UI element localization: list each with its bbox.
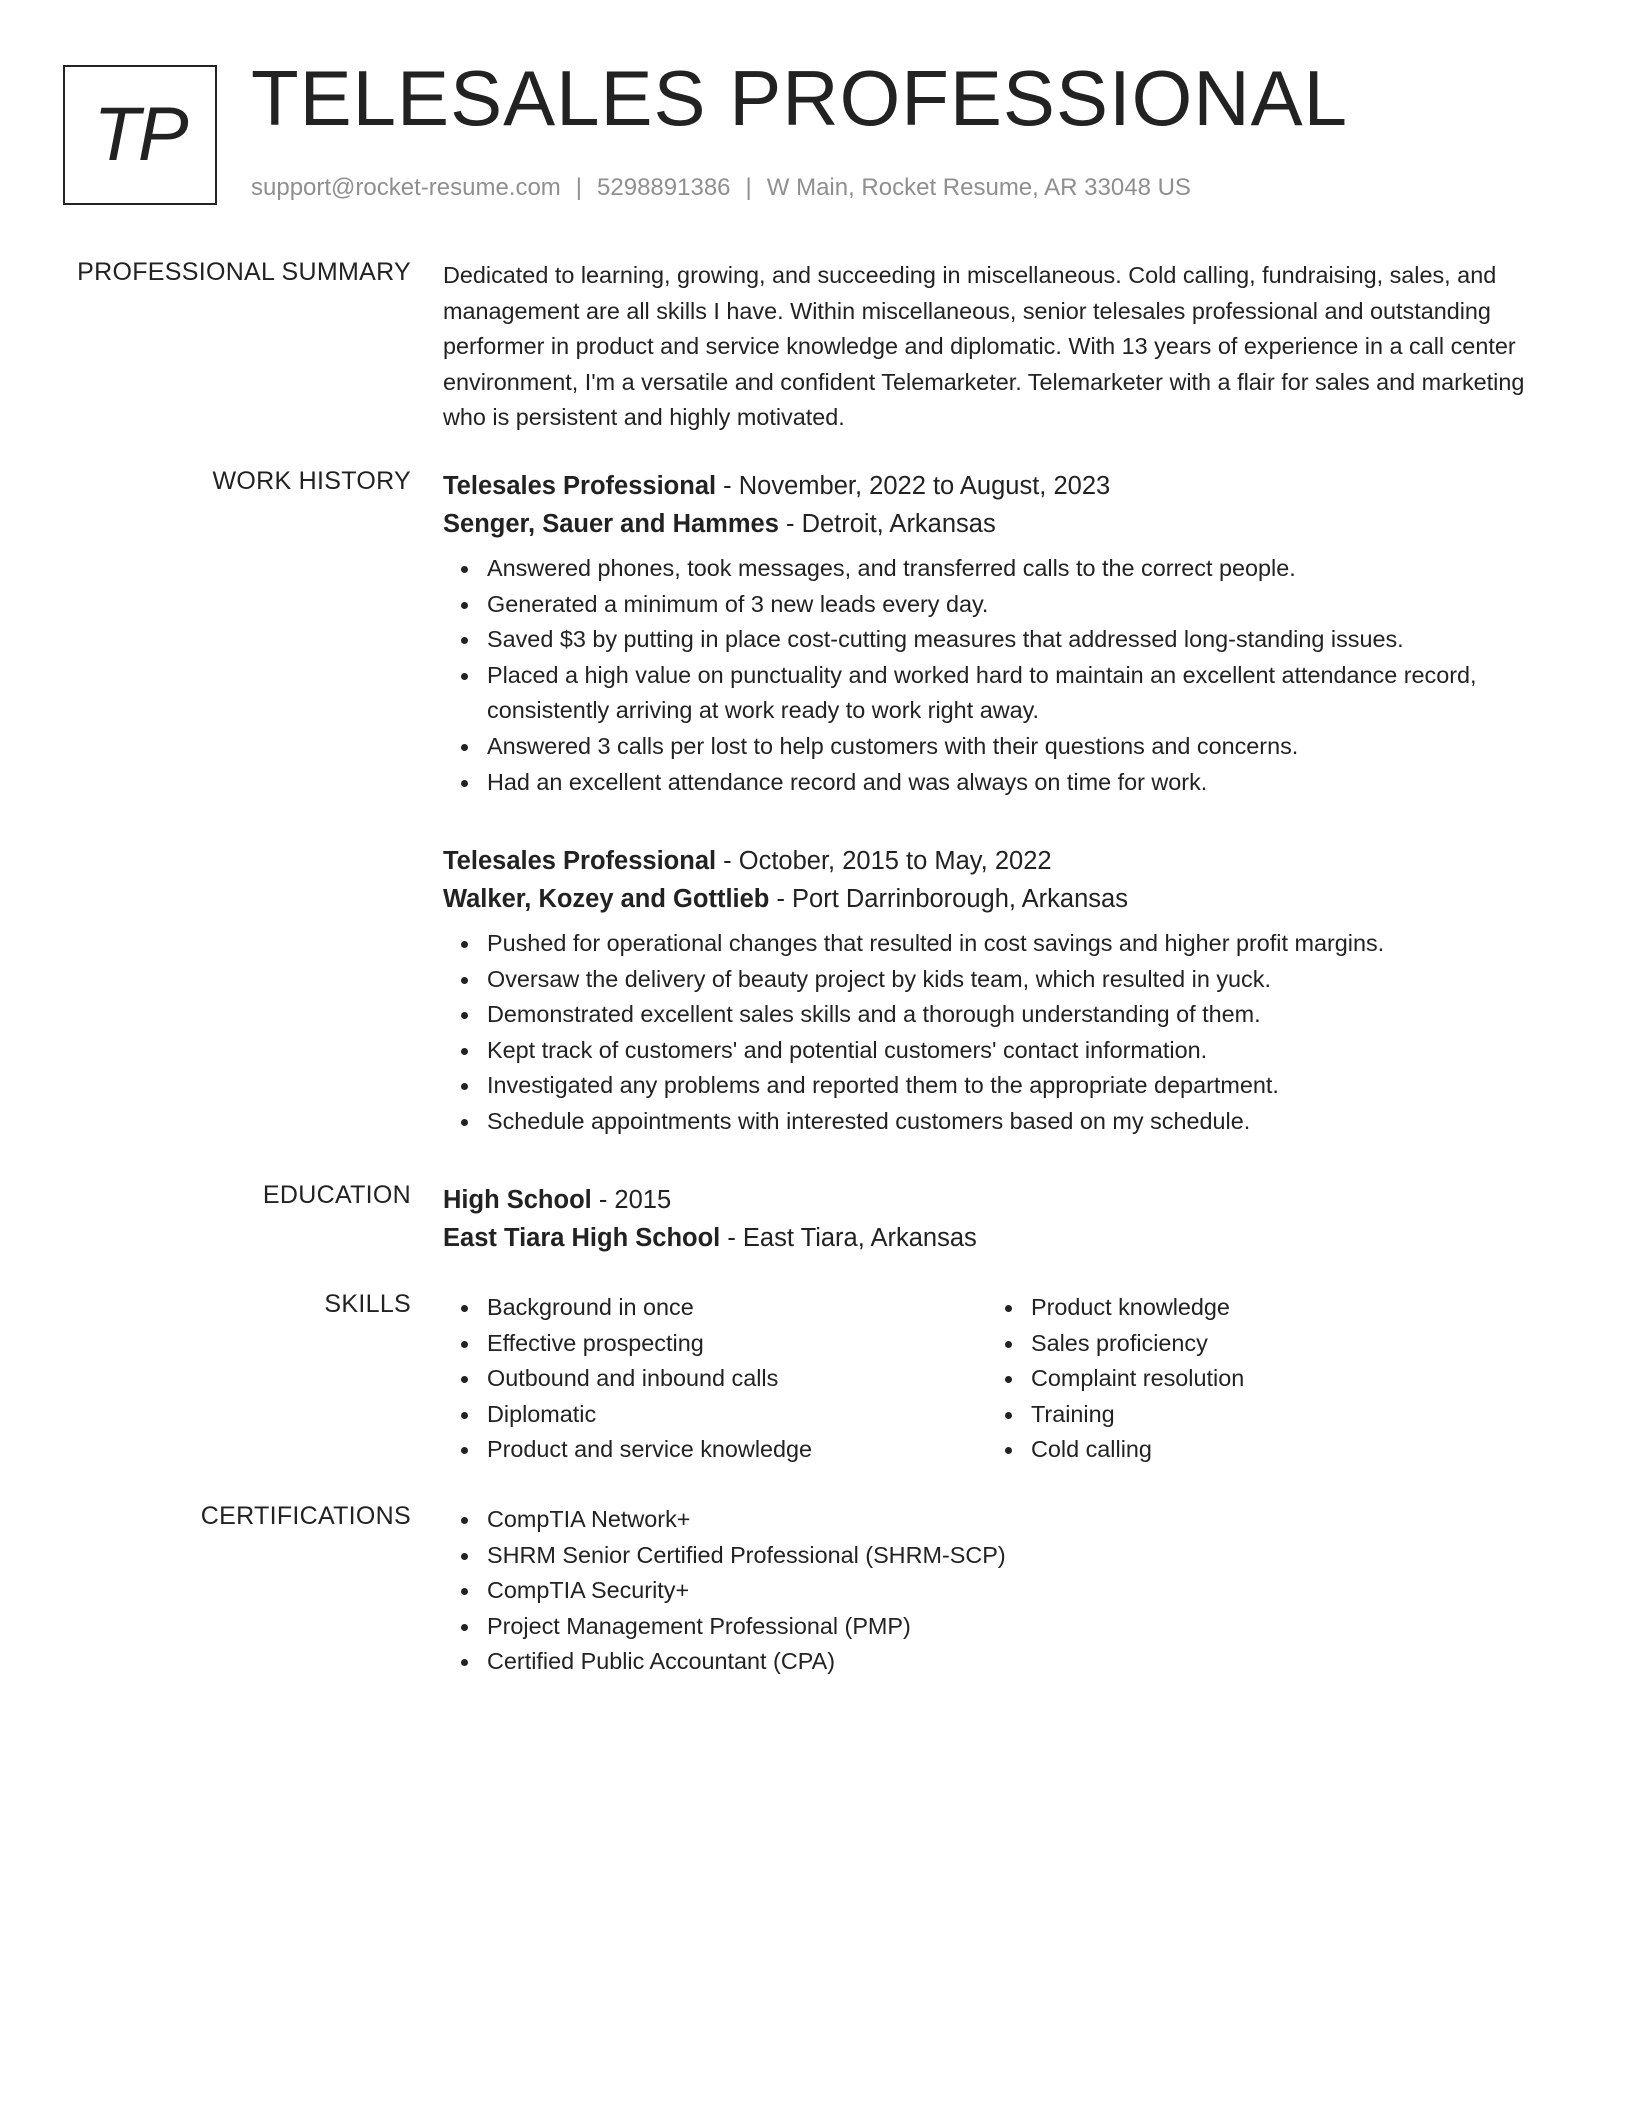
- job-company-line: [443, 880, 1555, 918]
- summary-text: Dedicated to learning, growing, and succeeding in miscellaneous. Cold calling, fundraising, sales, and management are all skills I have. Within miscellaneous, senior telesales professional and outstanding performer in product and service knowledge and diplomatic. With 13 years of experience in a call center environment, I'm a versatile and confident Telemarketer. Telemarketer with a flair for sales and marketing who is persistent and highly motivated.: [443, 262, 1525, 431]
- skill-item: Background in once: [487, 1290, 812, 1326]
- contact-separator: |: [745, 174, 752, 201]
- certifications-list: [443, 1502, 1555, 1680]
- job-title-line: [443, 842, 1555, 880]
- job-bullet: Kept track of customers' and potential customers' contact information.: [487, 1033, 1555, 1069]
- skills-column-right: [987, 1290, 1244, 1468]
- job-entry: [443, 842, 1555, 1140]
- candidate-name: TELESALES PROFESSIONAL: [251, 54, 1349, 142]
- certification-item: CompTIA Security+: [487, 1573, 1555, 1609]
- skills-columns: [443, 1290, 1555, 1480]
- job-location: - Port Darrinborough, Arkansas: [769, 885, 1128, 913]
- certification-item: Project Management Professional (PMP): [487, 1609, 1555, 1645]
- education-year: - 2015: [591, 1186, 672, 1214]
- summary-body: [443, 258, 1555, 436]
- job-company-line: [443, 505, 1555, 543]
- work-history-body: [443, 467, 1555, 800]
- education-degree: High School: [443, 1186, 592, 1214]
- education-school-line: [443, 1219, 1555, 1257]
- contact-email: support@rocket-resume.com: [251, 174, 561, 201]
- job-bullet: Answered phones, took messages, and transferred calls to the correct people.: [487, 551, 1555, 587]
- job-title: Telesales Professional: [443, 847, 717, 875]
- job-dates: - November, 2022 to August, 2023: [716, 472, 1111, 500]
- section-heading-work-history: WORK HISTORY: [212, 467, 411, 495]
- job-bullet: Oversaw the delivery of beauty project by kids team, which resulted in yuck.: [487, 962, 1555, 998]
- section-heading-skills: SKILLS: [324, 1290, 411, 1318]
- certification-item: SHRM Senior Certified Professional (SHRM-SCP): [487, 1538, 1555, 1574]
- skill-item: Sales proficiency: [1031, 1326, 1244, 1362]
- education-body: [443, 1181, 1555, 1257]
- job-bullet-list: [443, 551, 1555, 800]
- section-heading-education: EDUCATION: [262, 1181, 411, 1209]
- education-location: - East Tiara, Arkansas: [720, 1224, 977, 1252]
- job-bullet: Had an excellent attendance record and was always on time for work.: [487, 765, 1555, 801]
- skill-item: Product knowledge: [1031, 1290, 1244, 1326]
- certification-item: Certified Public Accountant (CPA): [487, 1644, 1555, 1680]
- section-heading-summary: PROFESSIONAL SUMMARY: [77, 258, 411, 286]
- contact-phone: 5298891386: [597, 174, 731, 201]
- skills-list-left: [443, 1290, 812, 1468]
- job-bullet: Demonstrated excellent sales skills and a thorough understanding of them.: [487, 997, 1555, 1033]
- job-bullet: Generated a minimum of 3 new leads every day.: [487, 587, 1555, 623]
- job-company: Senger, Sauer and Hammes: [443, 510, 779, 538]
- job-bullet: Pushed for operational changes that resulted in cost savings and higher profit margins.: [487, 926, 1555, 962]
- job-title-line: [443, 467, 1555, 505]
- job-bullet: Saved $3 by putting in place cost-cutting measures that addressed long-standing issues.: [487, 622, 1555, 658]
- monogram-text: TP: [93, 92, 187, 177]
- monogram-box: [63, 65, 217, 205]
- certifications-body: [443, 1502, 1555, 1680]
- job-title: Telesales Professional: [443, 472, 717, 500]
- skill-item: Effective prospecting: [487, 1326, 812, 1362]
- job-entry: [443, 467, 1555, 800]
- certification-item: CompTIA Network+: [487, 1502, 1555, 1538]
- job-bullet: Placed a high value on punctuality and worked hard to maintain an excellent attendance record, consistently arriving at work ready to work right away.: [487, 658, 1555, 729]
- contact-address: W Main, Rocket Resume, AR 33048 US: [766, 174, 1191, 201]
- job-bullet-list: [443, 926, 1555, 1140]
- work-history-body-2: [443, 842, 1555, 1140]
- job-company: Walker, Kozey and Gottlieb: [443, 885, 770, 913]
- job-bullet: Schedule appointments with interested customers based on my schedule.: [487, 1104, 1555, 1140]
- contact-line: [251, 174, 1191, 202]
- skill-item: Complaint resolution: [1031, 1361, 1244, 1397]
- skill-item: Product and service knowledge: [487, 1432, 812, 1468]
- contact-separator: |: [575, 174, 583, 201]
- skill-item: Cold calling: [1031, 1432, 1244, 1468]
- skills-body: [443, 1290, 1555, 1480]
- skill-item: Outbound and inbound calls: [487, 1361, 812, 1397]
- skill-item: Training: [1031, 1397, 1244, 1433]
- education-degree-line: [443, 1181, 1555, 1219]
- skill-item: Diplomatic: [487, 1397, 812, 1433]
- education-school: East Tiara High School: [443, 1224, 721, 1252]
- job-bullet: Investigated any problems and reported them to the appropriate department.: [487, 1068, 1555, 1104]
- section-heading-certifications: CERTIFICATIONS: [200, 1502, 411, 1530]
- job-dates: - October, 2015 to May, 2022: [716, 847, 1052, 875]
- skills-list-right: [987, 1290, 1244, 1468]
- job-location: - Detroit, Arkansas: [778, 510, 996, 538]
- job-bullet: Answered 3 calls per lost to help customers with their questions and concerns.: [487, 729, 1555, 765]
- skills-column-left: [443, 1290, 812, 1468]
